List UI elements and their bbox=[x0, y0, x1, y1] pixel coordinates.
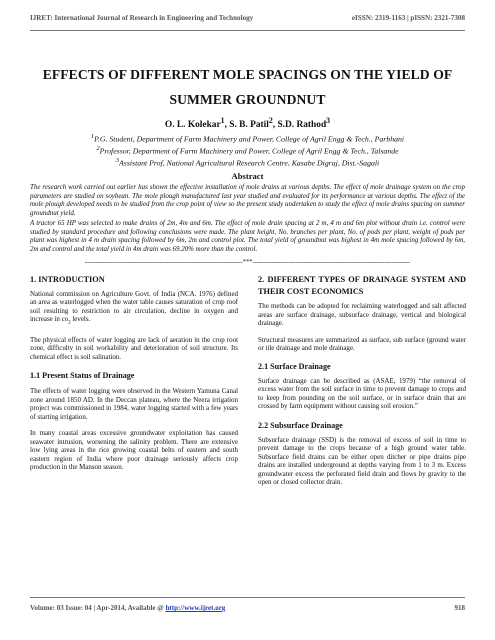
issn-info: eISSN: 2319-1163 | pISSN: 2321-7308 bbox=[351, 14, 465, 22]
abstract-paragraph-2: A tractor 65 HP was selected to make drains of 2m, 4m and 6m. The effect of mole drain spacing at 2 m, 4 m and 6m plot without drain i.e. control were studied by standard procedure and following conclusions were made. The plant height, No. branches per plant, No. of pods per plant, weight of pods per plant was highest in 4 m drain spacing followed by 6m, 2m and control plot. The total yield of groundnut was highest in 4m mole spacing followed by 6m, 2m and control and the total yield in 4m drain was 69.20% more than the control. bbox=[30, 219, 465, 253]
subsurface-drainage-paragraph: Subsurface drainage (SSD) is the removal of excess of soil in time to prevent damage to the crops because of a high ground water table. Subsurface field drains can be either open ditcher or pipe drains pipe drains are installed underground at depths varying from 1 to 3 m. Excess groundwater excess the perforated field drain and flows by gravity to the open or closed collector drain. bbox=[258, 435, 466, 486]
abstract-paragraph-1: The research work carried out earlier has shown the effective installation of mole drains at various depths. The effect of mole drainage system on the crop parameters are studied on soybean. The mole plough manufactured last year studied and evaluated for its performance at various depths. The effect of the mole plough developed needs to be studied from the crop point of view so the present study undertaken to study the effect of mole drains spacing on summer groundnut yield. bbox=[30, 183, 465, 217]
affiliation-3: $^3$Assistant Prof, National Agricultural Research Centre, Kasabe Digraj, Dist.-Sagali bbox=[115, 157, 380, 168]
surface-drainage-paragraph: Surface drainage can be described as (ASAE, 1979) “the removal of excess water from the soil surface in time to prevent damage to crops and to keep from pounding on the soil surface, or in surface drain that are crossed by farm equipment without causing soil erosion.” bbox=[258, 376, 466, 410]
author-3: S.D. Rathod$^3$ bbox=[277, 116, 331, 131]
affiliations bbox=[40, 132, 455, 169]
affiliation-2: $^2$Professor, Department of Farm Machinery and Power, College of Agril Engg & Tech., Talsande bbox=[96, 145, 399, 156]
left-column bbox=[30, 274, 238, 472]
heading-drainage-types: 2. DIFFERENT TYPES OF DRAINAGE SYSTEM AND THEIR COST ECONOMICS bbox=[258, 275, 466, 296]
right-column bbox=[258, 274, 466, 487]
abstract-heading: Abstract bbox=[231, 171, 264, 181]
heading-surface-drainage: 2.1 Surface Drainage bbox=[258, 361, 331, 371]
author-2: S. B. Patil$^2$ bbox=[229, 116, 273, 131]
intro-paragraph-1: National commission on Agriculture Govt. of India (NCA. 1976) defined an area as waterlogged when the water table causes saturation of crop roof soil resulting to restriction to air circulation, decline in oxygen and increase in $co_2$ levels. bbox=[30, 289, 238, 326]
volume-info: Volume: 03 Issue: 04 | Apr-2014, Available @ http://www.ijret.org bbox=[30, 604, 226, 612]
affiliation-1: $^1$P.G. Student, Department of Farm Machinery and Power, College of Agril Engg & Tech., Parbhani bbox=[90, 133, 405, 144]
title-line-2: SUMMER GROUNDNUT bbox=[169, 92, 326, 107]
footer-rule bbox=[30, 597, 465, 598]
present-status-paragraph-2: In many coastal areas excessive groundwater exploitation has caused seawater intrusion, worsening the salinity problem. There are extensive low lying areas in the rice growing coastal belts of eastern and south eastern region of India where poor drainage seriously affects crop production in the Manson season. bbox=[30, 429, 238, 472]
present-status-paragraph-1: The effects of water logging were observed in the Western Yamuna Canal zone around 1850 AD. In the Deccan plateau, where the Neera irrigation project was commissioned in 1984, water logging started with a few years of starting irrigation. bbox=[30, 387, 238, 421]
author-1: O. L. Kolekar$^1$ bbox=[164, 116, 225, 131]
running-header bbox=[30, 14, 465, 22]
running-footer bbox=[30, 604, 465, 612]
types-paragraph-1: The methods can be adopted for reclaiming waterlogged and salt affected areas are surface drainage, subsurface drainage, vertical and biological drainage. bbox=[258, 302, 466, 327]
journal-name: IJRET: International Journal of Research in Engineering and Technology bbox=[30, 14, 254, 22]
heading-subsurface-drainage: 2.2 Subsurface Drainage bbox=[258, 420, 343, 430]
types-paragraph-2: Structural measures are summarized as surface, sub surface (ground water or tile drainage and mole drainage. bbox=[258, 335, 466, 352]
author-list: O. L. Kolekar$^1$, S. B. Patil$^2$, S.D. Rathod$^3$ bbox=[164, 116, 331, 131]
journal-link[interactable]: http://www.ijret.org bbox=[165, 604, 226, 612]
title-line-1: EFFECTS OF DIFFERENT MOLE SPACINGS ON THE YIELD OF bbox=[42, 67, 453, 82]
header-rule bbox=[30, 30, 465, 31]
page-number: 918 bbox=[454, 604, 465, 612]
intro-paragraph-2: The physical effects of water logging are lack of aeration in the crop root zone, difficulty in soil workability and deterioration of soil structure. Its chemical effect is soil salination. bbox=[30, 335, 238, 361]
heading-present-status: 1.1 Present Status of Drainage bbox=[30, 371, 135, 381]
heading-introduction: 1. INTRODUCTION bbox=[30, 275, 105, 284]
paper-title bbox=[30, 62, 465, 112]
section-separator: --------------------------------------------------------------------------***-------------------------------------------------------------------------- bbox=[84, 258, 411, 266]
